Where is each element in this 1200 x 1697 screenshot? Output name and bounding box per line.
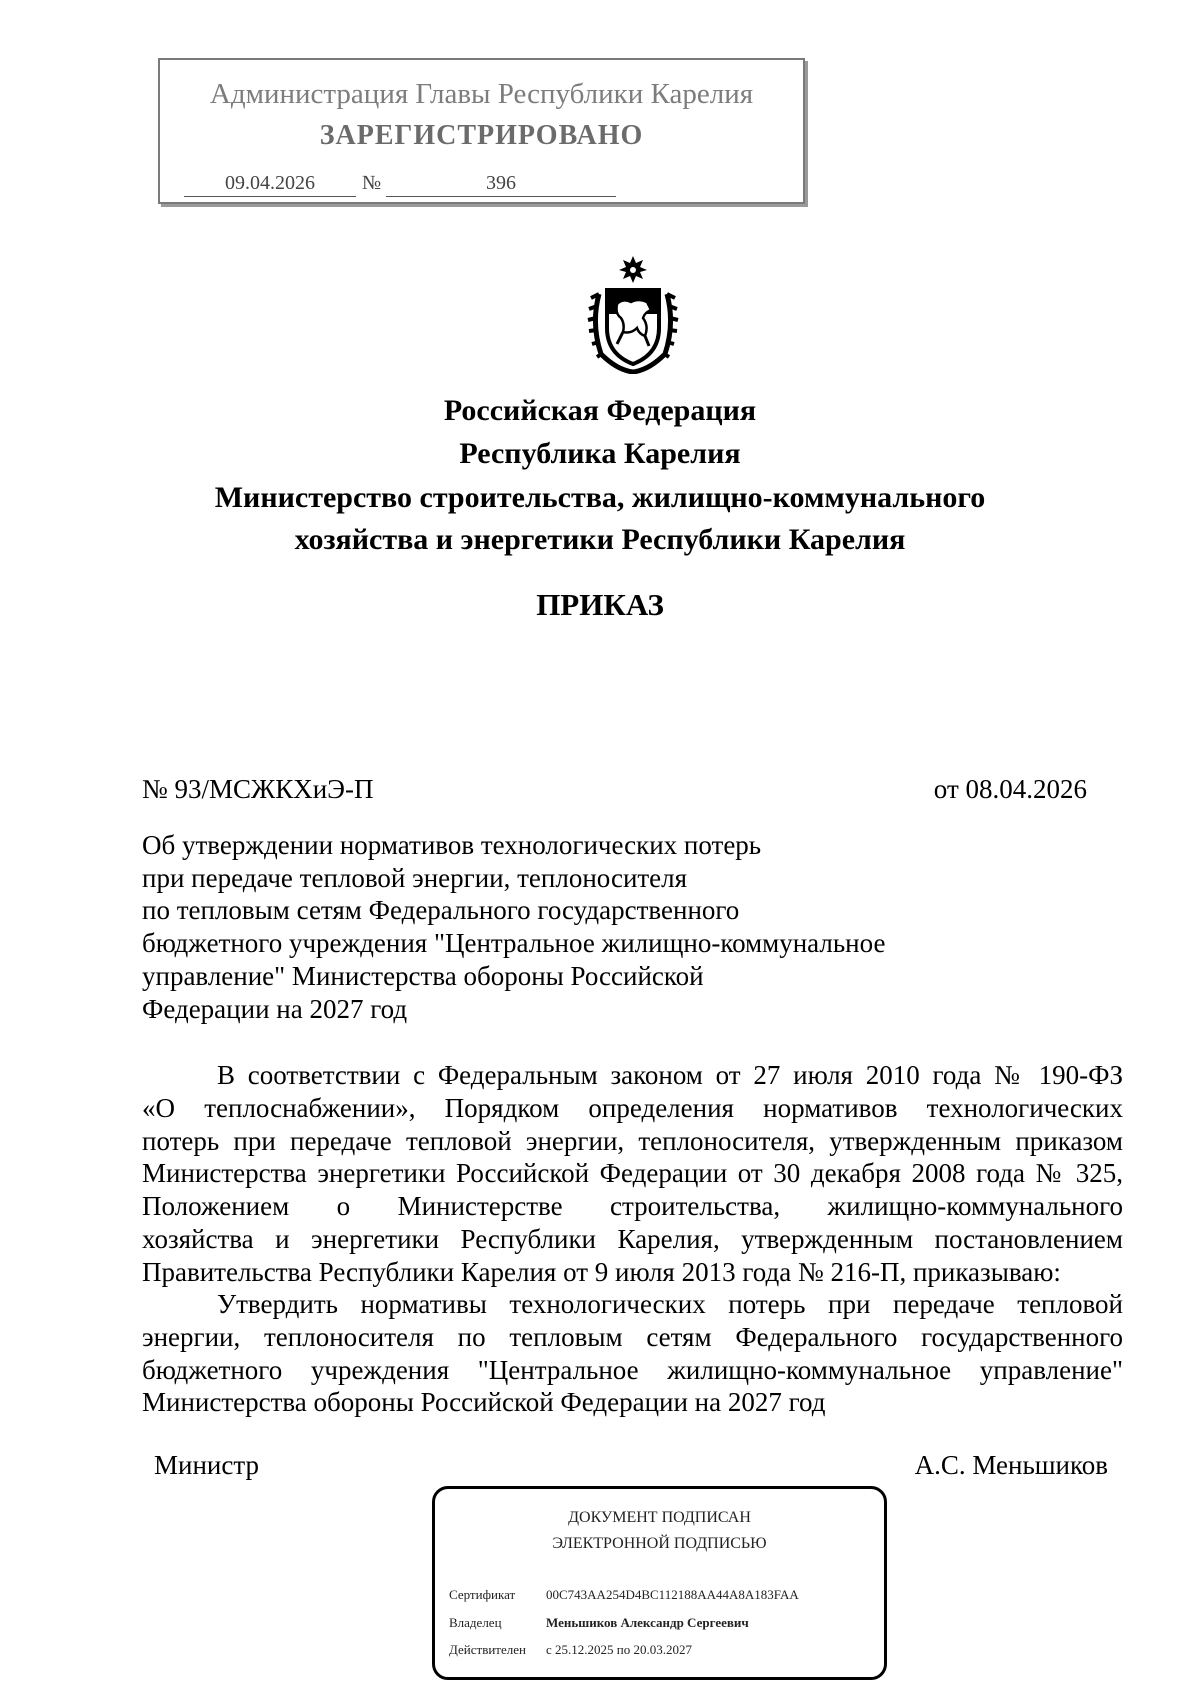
subject-line: управление" Министерства обороны Российской — [142, 960, 704, 991]
esig-owner-value: Меньшиков Александр Сергеевич — [546, 1615, 749, 1630]
esig-certificate — [449, 1587, 799, 1603]
body-line: Правительства Республики Карелия от 9 июля 2013 года № 216-П, приказываю: — [142, 1256, 1061, 1287]
header-ministry-line1: Министерство строительства, жилищно-коммунального — [214, 481, 986, 514]
body-line: бюджетного учреждения "Центральное жилищно-коммунальное управление" — [142, 1354, 1123, 1385]
body-line: Министерства энергетики Российской Федерации от 30 декабря 2008 года № 325, — [142, 1158, 1123, 1189]
body-paragraph-1 — [142, 1059, 1123, 1289]
esig-title-line1: ДОКУМЕНТ ПОДПИСАН — [568, 1509, 751, 1526]
body-line: Министерства обороны Российской Федерации на 2027 год — [142, 1387, 826, 1418]
subject-line: по тепловым сетям Федерального государственного — [142, 895, 740, 926]
esig-title-line2: ЭЛЕКТРОННОЙ ПОДПИСЬЮ — [552, 1535, 767, 1552]
order-subject — [142, 829, 885, 1025]
esig-validity — [449, 1642, 692, 1658]
signer-title: Министр — [154, 1450, 259, 1480]
body-paragraph-2 — [142, 1288, 1123, 1419]
body-line: Утвердить нормативы технологических потерь при передаче тепловой — [217, 1289, 1123, 1319]
header-country: Российская Федерация — [443, 394, 757, 427]
registration-status: ЗАРЕГИСТРИРОВАНО — [319, 120, 644, 151]
registration-number: 396 — [386, 170, 616, 197]
esig-owner-label: Владелец — [449, 1615, 502, 1630]
signer-name: А.С. Меньшиков — [914, 1450, 1108, 1480]
header-region: Республика Карелия — [459, 437, 741, 470]
subject-line: бюджетного учреждения "Центральное жилищно-коммунальное — [142, 928, 886, 959]
order-date: от 08.04.2026 — [933, 774, 1087, 804]
body-line: «О теплоснабжении», Порядком определения нормативов технологических — [142, 1092, 1123, 1123]
registration-date: 09.04.2026 — [184, 170, 356, 197]
esig-owner — [449, 1615, 749, 1631]
body-line: потерь при передаче тепловой энергии, теплоносителя, утвержденным приказом — [142, 1125, 1123, 1156]
order-number: № 93/МСЖКХиЭ-П — [142, 774, 374, 804]
subject-line: Об утверждении нормативов технологических потерь — [142, 830, 762, 860]
document-type: ПРИКАЗ — [536, 587, 664, 622]
electronic-signature-stamp — [432, 1486, 887, 1680]
esig-validity-label: Действителен — [449, 1642, 526, 1657]
subject-line: Федерации на 2027 год — [142, 993, 408, 1024]
registration-stamp — [158, 58, 805, 204]
body-line: Положением о Министерстве строительства, жилищно-коммунального — [142, 1191, 1123, 1222]
registration-organization: Администрация Главы Республики Карелия — [209, 78, 754, 110]
esig-certificate-value: 00C743AA254D4BC112188AA44A8A183FAA — [546, 1587, 799, 1602]
karelia-coat-of-arms-icon — [587, 254, 679, 374]
body-line: энергии, теплоносителя по тепловым сетям Федерального государственного — [142, 1321, 1123, 1352]
subject-line: при передаче тепловой энергии, теплоносителя — [142, 862, 688, 893]
body-line: хозяйства и энергетики Республики Карелия, утвержденным постановлением — [142, 1223, 1123, 1254]
esig-validity-value: с 25.12.2025 по 20.03.2027 — [546, 1642, 692, 1657]
esig-certificate-label: Сертификат — [449, 1587, 516, 1602]
registration-number-label: № — [362, 172, 382, 194]
body-line: В соответствии с Федеральным законом от 27 июля 2010 года № 190-ФЗ — [217, 1060, 1123, 1090]
header-ministry-line2: хозяйства и энергетики Республики Карелия — [294, 523, 906, 556]
